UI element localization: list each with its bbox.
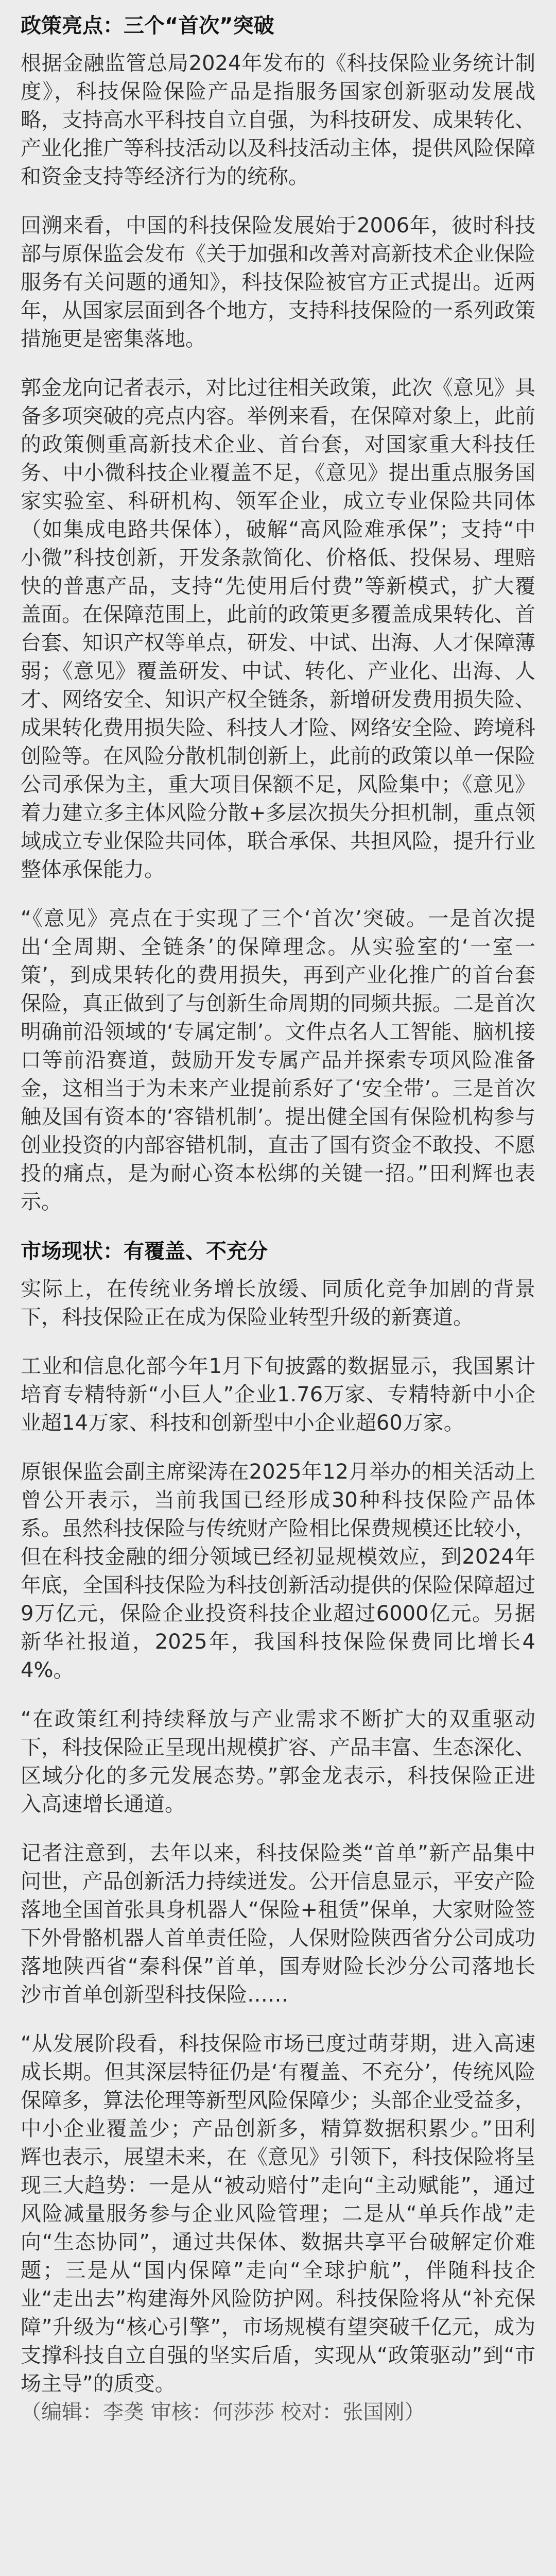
editor-credits: （编辑：李䶮 审核：何莎莎 校对：张国刚） <box>21 2400 425 2424</box>
paragraph-history: 回溯来看，中国的科技保险发展始于2006年，彼时科技部与原保监会发布《关于加强和改善对高新技术企业保险服务有关问题的通知》，科技保险被官方正式提出。近两年，从国家层面到各个地方，支持科技保险的一系列政策措施更是密集落地。 <box>21 214 535 351</box>
paragraph-scale-data: 原银保监会副主席梁涛在2025年12月举办的相关活动上曾公开表示，当前我国已经形成30种科技保险产品体系。虽然科技保险与传统财产险相比保费规模还比较小，但在科技金融的细分领域已经初显规模效应，到2024年年底，全国科技保险为科技创新活动提供的保险保障超过9万亿元，保险企业投资科技企业超过6000亿元。另据新华社报道，2025年，我国科技保险保费同比增长44%。 <box>21 1460 535 1682</box>
paragraph-definition: 根据金融监管总局2024年发布的《科技保险业务统计制度》，科技保险保险产品是指服务国家创新驱动发展战略，支持高水平科技自立自强，为科技研发、成果转化、产业化推广等科技活动以及科技活动主体，提供风险保障和资金支持等经济行为的统称。 <box>21 52 535 189</box>
paragraph-outlook-quote: “从发展阶段看，科技保险市场已度过萌芽期，进入高速成长期。但其深层特征仍是‘有覆盖、不充分’，传统风险保障多，算法伦理等新型风险保障少；头部企业受益多，中小企业覆盖少；产品创新多，精算数据积累少。”田利辉也表示，展望未来，在《意见》引领下，科技保险将呈现三大趋势：一是从“被动赔付”走向“主动赋能”，通过风险减量服务参与企业风险管理；二是从“单兵作战”走向“生态协同”，通过共保体、数据共享平台破解定价难题；三是从“国内保障”走向“全球护航”，伴随科技企业“走出去”构建海外风险防护网。科技保险将从“补充保障”升级为“核心引擎”，市场规模有望突破千亿元，成为支撑科技自立自强的坚实后盾，实现从“政策驱动”到“市场主导”的质变。 <box>21 2032 535 2396</box>
paragraph-first-products: 记者注意到，去年以来，科技保险类“首单”新产品集中问世，产品创新活力持续迸发。公开信息显示，平安产险落地全国首张具身机器人“保险+租赁”保单，大家财险签下外骨骼机器人首单责任险，人保财险陕西省分公司成功落地陕西省“秦科保”首单，国寿财险长沙分公司落地长沙市首单创新型科技保险…… <box>21 1841 535 2007</box>
paragraph-new-track: 实际上，在传统业务增长放缓、同质化竞争加剧的背景下，科技保险正在成为保险业转型升级的新赛道。 <box>21 1277 535 1329</box>
paragraph-three-firsts-quote: “《意见》亮点在于实现了三个‘首次’突破。一是首次提出‘全周期、全链条’的保障理念。从实验室的‘一室一策’，到成果转化的费用损失，再到产业化推广的首台套保险，真正做到了与创新生命周期的同频共振。二是首次明确前沿领域的‘专属定制’。文件点名人工智能、脑机接口等前沿赛道，鼓励开发专属产品并探索专项风险准备金，这相当于为未来产业提前系好了‘安全带’。三是首次触及国有资本的‘容错机制’。提出健全国有保险机构参与创业投资的内部容错机制，直击了国有资金不敢投、不愿投的痛点，是为耐心资本松绑的关键一招。”田利辉也表示。 <box>21 907 535 1214</box>
section-heading-policy-highlights: 政策亮点：三个“首次”突破 <box>21 14 274 38</box>
paragraph-miit-data: 工业和信息化部今年1月下旬披露的数据显示，我国累计培育专精特新“小巨人”企业1.76万家、专精特新中小企业超14万家、科技和创新型中小企业超60万家。 <box>21 1354 535 1435</box>
section-heading-market-status: 市场现状：有覆盖、不充分 <box>21 1240 268 1263</box>
paragraph-growth-quote: “在政策红利持续释放与产业需求不断扩大的双重驱动下，科技保险正呈现出规模扩容、产品丰富、生态深化、区域分化的多元发展态势。”郭金龙表示，科技保险正进入高速增长通道。 <box>21 1707 535 1816</box>
paragraph-breakthroughs: 郭金龙向记者表示，对比过往相关政策，此次《意见》具备多项突破的亮点内容。举例来看，在保障对象上，此前的政策侧重高新技术企业、首台套，对国家重大科技任务、中小微科技企业覆盖不足，《意见》提出重点服务国家实验室、科研机构、领军企业，成立专业保险共同体（如集成电路共保体），破解“高风险难承保”；支持“中小微”科技创新，开发条款简化、价格低、投保易、理赔快的普惠产品，支持“先使用后付费”等新模式，扩大覆盖面。在保障范围上，此前的政策更多覆盖成果转化、首台套、知识产权等单点，研发、中试、出海、人才保障薄弱；《意见》覆盖研发、中试、转化、产业化、出海、人才、网络安全、知识产权全链条，新增研发费用损失险、成果转化费用损失险、科技人才险、网络安全险、跨境科创险等。在风险分散机制创新上，此前的政策以单一保险公司承保为主，重大项目保额不足，风险集中；《意见》着力建立多主体风险分散+多层次损失分担机制，重点领域成立专业保险共同体，联合承保、共担风险，提升行业整体承保能力。 <box>21 376 535 882</box>
